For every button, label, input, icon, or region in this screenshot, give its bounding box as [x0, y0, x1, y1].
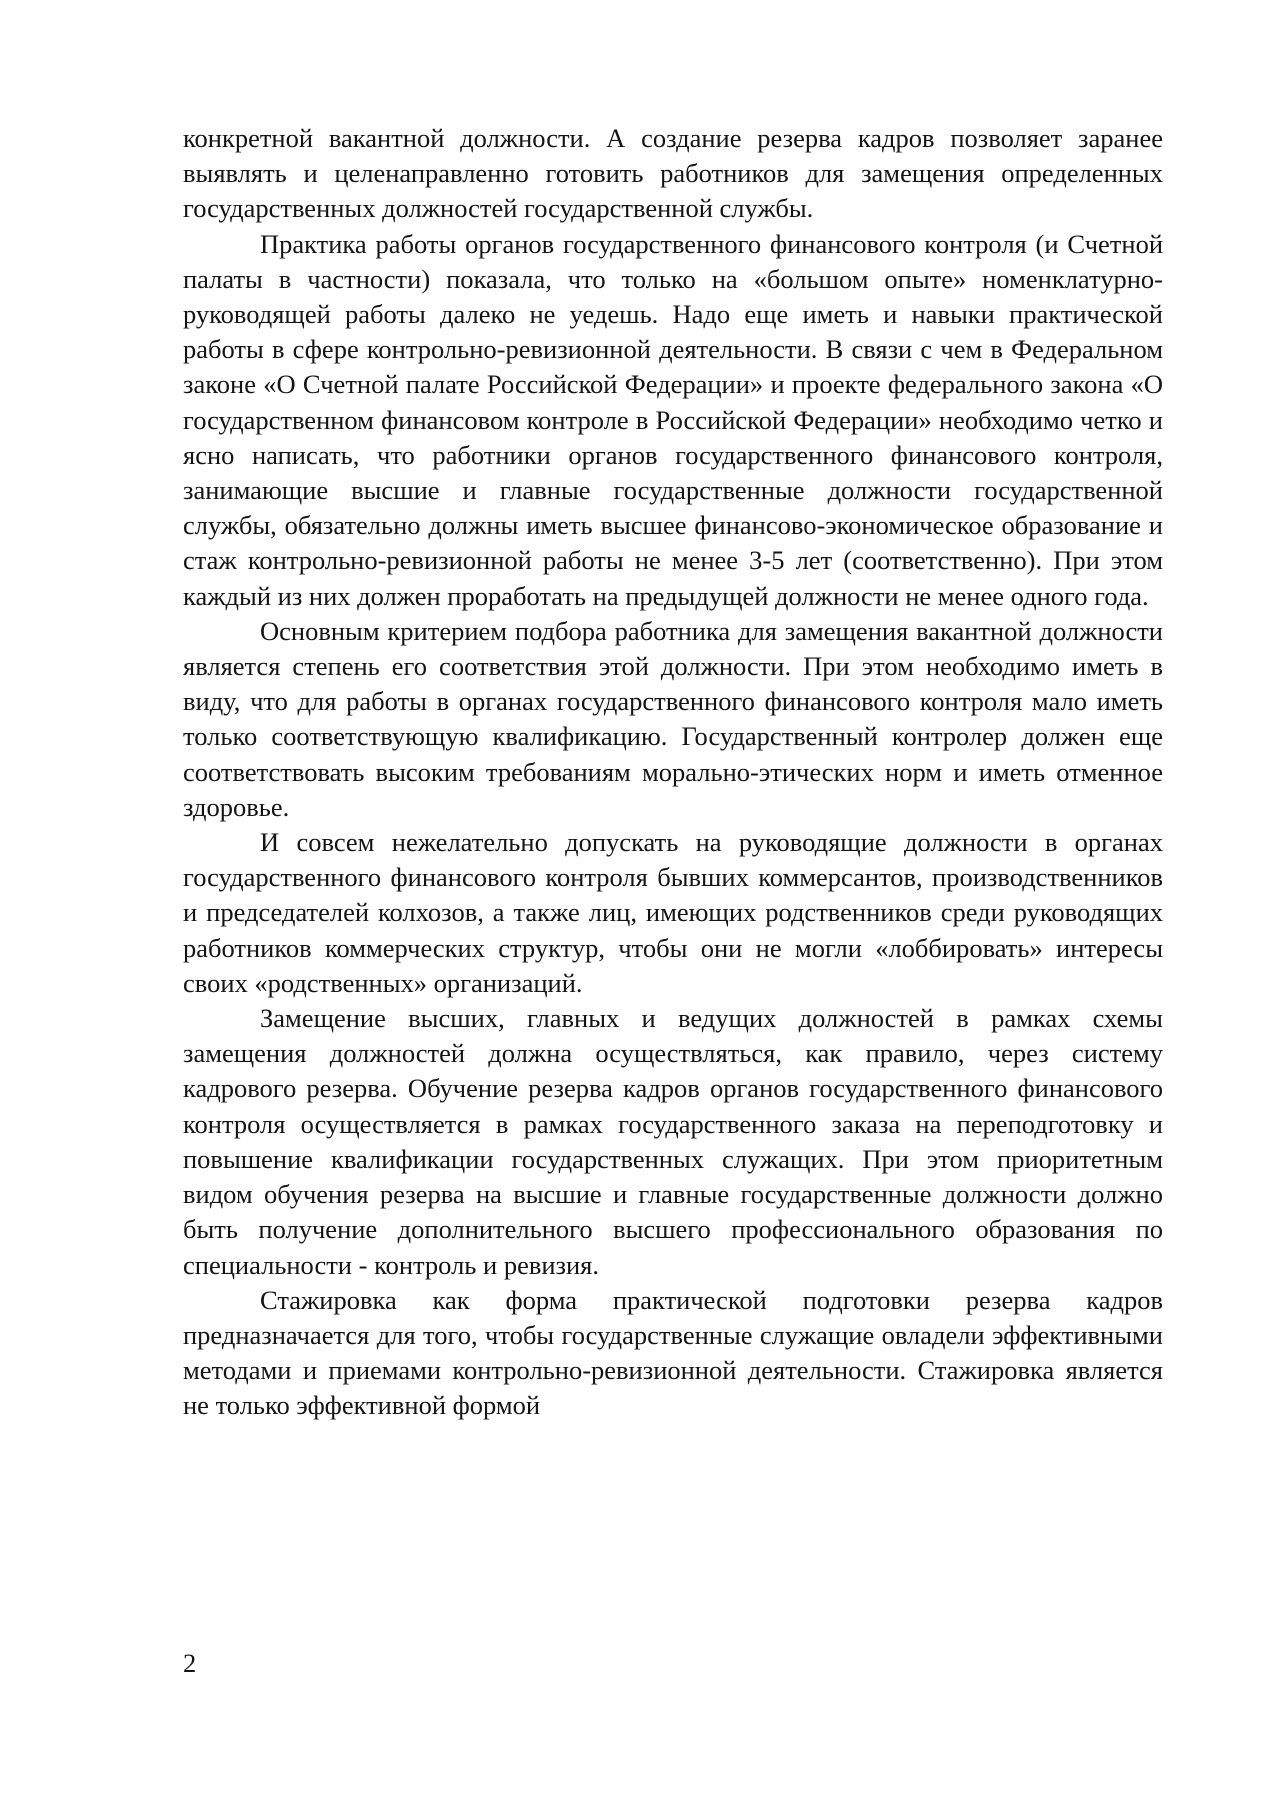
paragraph: Практика работы органов государственного финансового контроля (и Счетной палаты в частности) показала, что только на «большом опыте» номенклатурно-руководящей работы далеко не уедешь. Надо еще иметь и навыки практической работы в сфере контрольно-ревизионной деятельности. В связи с чем в Федеральном законе «О Счетной палате Российской Федерации» и проекте федерального закона «О государственном финансовом контроле в Российской Федерации» необходимо четко и ясно написать, что работники органов государственного финансового контроля, занимающие высшие и главные государственные должности государственной службы, обязательно должны иметь высшее финансово-экономическое образование и стаж контрольно-ревизионной работы не менее 3-5 лет (соответственно). При этом каждый из них должен проработать на предыдущей должности не менее одного года. [183, 228, 1163, 611]
paragraph-continuation: конкретной вакантной должности. А создание резерва кадров позволяет заранее выявлять и целенаправленно готовить работников для замещения определенных государственных должностей государственной службы. [183, 123, 1163, 224]
paragraph: Стажировка как форма практической подготовки резерва кадров предназначается для того, чтобы государственные служащие овладели эффективными методами и приемами контрольно-ревизионной деятельности. Стажировка является не только эффективной формой [183, 1284, 1163, 1421]
body-text [183, 121, 1163, 1424]
page-number: 2 [183, 1648, 197, 1678]
paragraph: И совсем нежелательно допускать на руководящие должности в органах государственного финансового контроля бывших коммерсантов, производственников и председателей колхозов, а также лиц, имеющих родственников среди руководящих работников коммерческих структур, чтобы они не могли «лоббировать» интересы своих «родственных» организаций. [183, 827, 1163, 998]
paragraph: Замещение высших, главных и ведущих должностей в рамках схемы замещения должностей должна осуществляться, как правило, через систему кадрового резерва. Обучение резерва кадров органов государственного финансового контроля осуществляется в рамках государственного заказа на переподготовку и повышение квалификации государственных служащих. При этом приоритетным видом обучения резерва на высшие и главные государственные должности должно быть получение дополнительного высшего профессионального образования по специальности - контроль и ревизия. [183, 1003, 1163, 1280]
paragraph: Основным критерием подбора работника для замещения вакантной должности является степень его соответствия этой должности. При этом необходимо иметь в виду, что для работы в органах государственного финансового контроля мало иметь только соответствующую квалификацию. Государственный контролер должен еще соответствовать высоким требованиям морально-этических норм и иметь отменное здоровье. [183, 615, 1163, 822]
